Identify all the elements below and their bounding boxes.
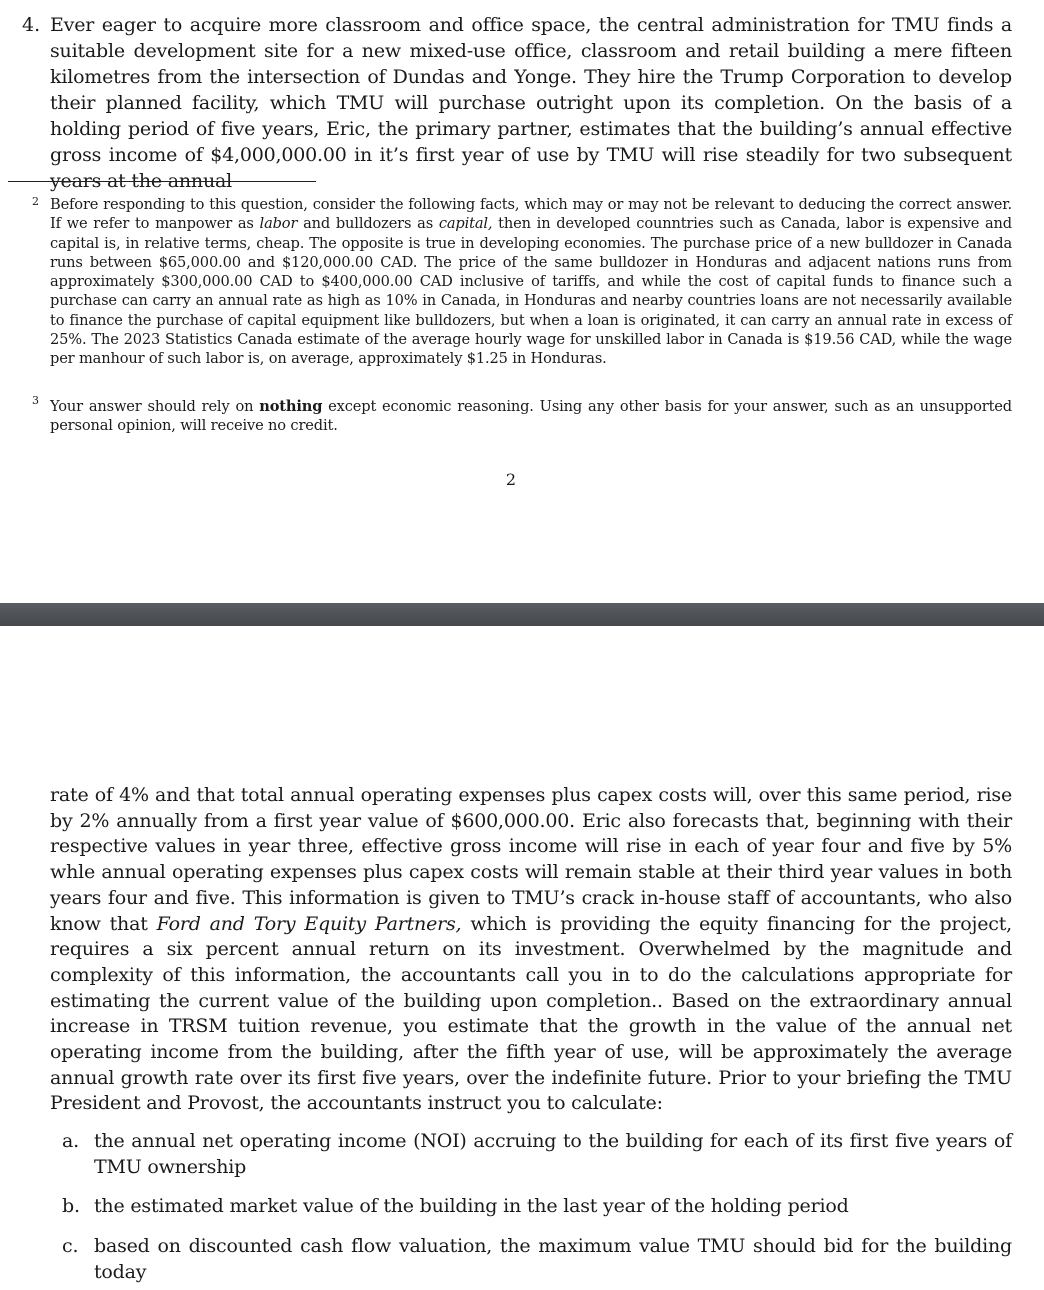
- footnote-2-text-part-2: and bulldozers as: [297, 215, 439, 233]
- task-item-a-text: the annual net operating income (NOI) accruing to the building for each of its first five years of TMU ownership: [94, 1130, 1012, 1178]
- continuation-text-part-1: rate of 4% and that total annual operating expenses plus capex costs will, over this same period, rise by 2% annually from a first year value of $600,000.00. Eric also forecasts that, beginning with their respective values in year three, effective gross income will rise in each of year four and five by 5% whle annual operating expenses plus capex costs will remain stable at their third year values in both years four and five. This information is given to TMU’s crack in-house staff of accountants, who also know that: [50, 784, 1012, 935]
- task-item-a: [62, 1129, 1012, 1180]
- footnote-2-text-part-3: then in developed counntries such as Canada, labor is expensive and capital is, in relative terms, cheap. The opposite is true in developing economies. The purchase price of a new bulldozer in Canada runs between $65,000.00 and $120,000.00 CAD. The price of the same bulldozer in Honduras and adjacent nations runs from approximately $300,000.00 CAD to $400,000.00 CAD inclusive of tariffs, and while the cost of capital funds to finance such a purchase can carry an annual rate as high as 10% in Canada, in Honduras and nearby countries loans are not necessarily available to finance the purchase of capital equipment like bulldozers, but when a loan is originated, it can carry an annual rate in excess of 25%. The 2023 Statistics Canada estimate of the average hourly wage for unskilled labor in Canada is $19.56 CAD, while the wage per manhour of such labor is, on average, approximately $1.25 in Honduras.: [50, 215, 1012, 368]
- continuation-text-part-2: which is providing the equity financing for the project, requires a six percent annual return on its investment. Overwhelmed by the magnitude and complexity of this information, the accountants call you in to do the calculations appropriate for estimating the current value of the building upon completion.. Based on the extraordinary annual increase in TRSM tuition revenue, you estimate that the growth in the value of the annual net operating income from the building, after the fifth year of use, will be approximately the average annual growth rate over its first five years, over the indefinite future. Prior to your briefing the TMU President and Provost, the accountants instruct you to calculate:: [50, 912, 1012, 1115]
- footnote-rule: [8, 181, 316, 182]
- question-number: 4.: [22, 14, 41, 36]
- footnote-2: [50, 195, 1012, 369]
- footnote-3-text-part-1: Your answer should rely on: [50, 398, 260, 415]
- footnote-2-labor-term: labor: [259, 215, 298, 233]
- footnote-2-mark: 2: [32, 195, 39, 208]
- footnote-3: [50, 397, 1012, 436]
- question-continuation: [50, 783, 1012, 1117]
- task-item-c-text: based on discounted cash flow valuation, the maximum value TMU should bid for the building today: [94, 1235, 1012, 1283]
- document-page-2: [0, 626, 1044, 1290]
- question-text: Ever eager to acquire more classroom and office space, the central administration for TMU finds a suitable development site for a new mixed-use office, classroom and retail building a mere fifteen kilometres from the intersection of Dundas and Yonge. They hire the Trump Corporation to develop their planned facility, which TMU will purchase outright upon its completion. On the basis of a holding period of five years, Eric, the primary partner, estimates that the building’s annual effective gross income of $4,000,000.00 in it’s first year of use by TMU will rise steadily for two subsequent years at the annual: [50, 14, 1012, 192]
- task-list: [62, 1129, 1012, 1286]
- footnote-3-text-part-2: except economic reasoning. Using any other basis for your answer, such as an unsupported personal opinion, will receive no credit.: [50, 398, 1012, 435]
- footnote-3-emphasis: nothing: [259, 398, 323, 415]
- task-item-c-label: c.: [62, 1235, 79, 1258]
- task-item-b: [62, 1194, 1012, 1220]
- task-item-b-text: the estimated market value of the building in the last year of the holding period: [94, 1195, 849, 1218]
- page-separator: [0, 603, 1044, 626]
- task-item-c: [62, 1234, 1012, 1285]
- footnote-3-mark: 3: [32, 394, 39, 407]
- task-item-b-label: b.: [62, 1195, 80, 1218]
- footnote-2-text-part-1: Before responding to this question, consider the following facts, which may or may not be relevant to deducing the correct answer. If we refer to manpower as: [50, 196, 1012, 233]
- equity-partner-name: Ford and Tory Equity Partners,: [156, 912, 462, 935]
- page-number: 2: [505, 470, 517, 489]
- footnote-2-capital-term: capital,: [438, 215, 493, 233]
- task-item-a-label: a.: [62, 1130, 79, 1152]
- document-page-1: [0, 0, 1044, 603]
